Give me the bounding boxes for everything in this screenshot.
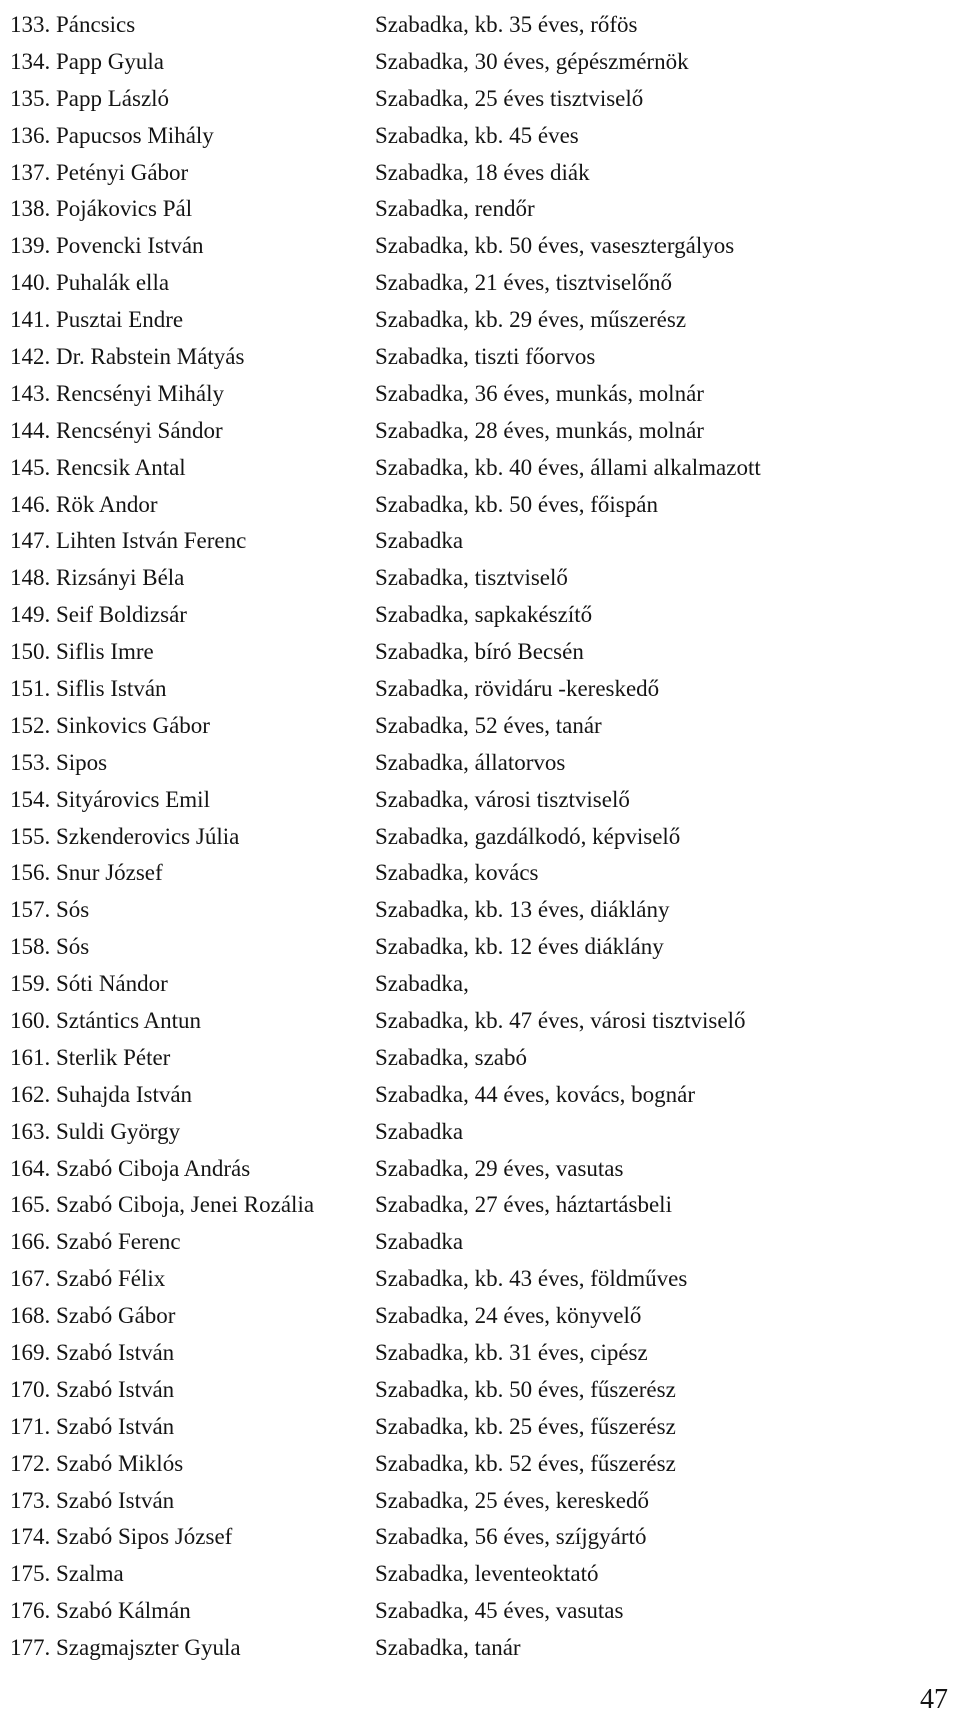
entry-name: 174. Szabó Sipos József bbox=[10, 1524, 233, 1550]
entry-list bbox=[10, 6, 940, 1666]
entry-details: Szabadka, rövidáru -kereskedő bbox=[375, 675, 660, 701]
list-item bbox=[10, 6, 940, 43]
entry-name: 155. Szkenderovics Júlia bbox=[10, 823, 240, 849]
entry-name: 150. Siflis Imre bbox=[10, 639, 154, 665]
list-item bbox=[10, 1482, 940, 1519]
list-item bbox=[10, 449, 940, 486]
entry-details: Szabadka bbox=[375, 528, 464, 554]
entry-name: 135. Papp László bbox=[10, 85, 170, 111]
entry-details: Szabadka bbox=[375, 1118, 464, 1144]
entry-name: 173. Szabó István bbox=[10, 1487, 175, 1513]
entry-name: 157. Sós bbox=[10, 897, 90, 923]
entry-name: 143. Rencsényi Mihály bbox=[10, 380, 224, 406]
entry-details: Szabadka, kb. 35 éves, rőfös bbox=[375, 11, 638, 37]
list-item bbox=[10, 1519, 940, 1556]
entry-name: 147. Lihten István Ferenc bbox=[10, 528, 247, 554]
entry-details: Szabadka, kb. 47 éves, városi tisztviselő bbox=[375, 1007, 746, 1033]
entry-details: Szabadka, 27 éves, háztartásbeli bbox=[375, 1192, 672, 1218]
list-item bbox=[10, 1223, 940, 1260]
entry-name: 164. Szabó Ciboja András bbox=[10, 1155, 251, 1181]
list-item bbox=[10, 190, 940, 227]
entry-details: Szabadka, szabó bbox=[375, 1044, 527, 1070]
list-item bbox=[10, 670, 940, 707]
entry-name: 141. Pusztai Endre bbox=[10, 307, 184, 333]
list-item bbox=[10, 1555, 940, 1592]
entry-name: 170. Szabó István bbox=[10, 1376, 175, 1402]
entry-name: 138. Pojákovics Pál bbox=[10, 196, 193, 222]
entry-details: Szabadka, kb. 52 éves, fűszerész bbox=[375, 1450, 676, 1476]
entry-name: 175. Szalma bbox=[10, 1561, 124, 1587]
entry-details: Szabadka, kb. 29 éves, műszerész bbox=[375, 307, 687, 333]
list-item bbox=[10, 559, 940, 596]
entry-name: 153. Sipos bbox=[10, 749, 108, 775]
list-item bbox=[10, 80, 940, 117]
entry-details: Szabadka, kb. 45 éves bbox=[375, 122, 579, 148]
list-item bbox=[10, 117, 940, 154]
list-item bbox=[10, 522, 940, 559]
list-item bbox=[10, 154, 940, 191]
entry-name: 158. Sós bbox=[10, 934, 90, 960]
list-item bbox=[10, 1334, 940, 1371]
list-item bbox=[10, 818, 940, 855]
list-item bbox=[10, 1297, 940, 1334]
list-item bbox=[10, 596, 940, 633]
list-item bbox=[10, 1002, 940, 1039]
entry-details: Szabadka, 29 éves, vasutas bbox=[375, 1155, 624, 1181]
entry-details: Szabadka, kb. 13 éves, diáklány bbox=[375, 897, 670, 923]
entry-name: 142. Dr. Rabstein Mátyás bbox=[10, 343, 245, 369]
entry-details: Szabadka, kb. 43 éves, földműves bbox=[375, 1266, 688, 1292]
entry-details: Szabadka, 45 éves, vasutas bbox=[375, 1598, 624, 1624]
entry-details: Szabadka, 18 éves diák bbox=[375, 159, 590, 185]
entry-details: Szabadka, 25 éves tisztviselő bbox=[375, 85, 644, 111]
list-item bbox=[10, 928, 940, 965]
entry-details: Szabadka bbox=[375, 1229, 464, 1255]
list-item bbox=[10, 707, 940, 744]
entry-name: 167. Szabó Félix bbox=[10, 1266, 166, 1292]
entry-details: Szabadka, kb. 50 éves, vasesztergályos bbox=[375, 233, 735, 259]
list-item bbox=[10, 1592, 940, 1629]
entry-details: Szabadka, sapkakészítő bbox=[375, 602, 593, 628]
list-item bbox=[10, 264, 940, 301]
list-item bbox=[10, 375, 940, 412]
entry-details: Szabadka, kovács bbox=[375, 860, 539, 886]
entry-name: 166. Szabó Ferenc bbox=[10, 1229, 181, 1255]
list-item bbox=[10, 1039, 940, 1076]
entry-name: 156. Snur József bbox=[10, 860, 163, 886]
entry-name: 162. Suhajda István bbox=[10, 1081, 193, 1107]
entry-details: Szabadka, 44 éves, kovács, bognár bbox=[375, 1081, 695, 1107]
entry-name: 159. Sóti Nándor bbox=[10, 971, 168, 997]
entry-name: 169. Szabó István bbox=[10, 1340, 175, 1365]
list-item bbox=[10, 1113, 940, 1150]
entry-details: Szabadka, 52 éves, tanár bbox=[375, 712, 602, 738]
list-item bbox=[10, 301, 940, 338]
entry-name: 148. Rizsányi Béla bbox=[10, 565, 185, 591]
entry-name: 165. Szabó Ciboja, Jenei Rozália bbox=[10, 1192, 315, 1218]
entry-name: 177. Szagmajszter Gyula bbox=[10, 1635, 241, 1661]
entry-details: Szabadka, kb. 31 éves, cipész bbox=[375, 1340, 648, 1365]
list-item bbox=[10, 43, 940, 80]
entry-details: Szabadka, városi tisztviselő bbox=[375, 786, 630, 812]
entry-name: 176. Szabó Kálmán bbox=[10, 1598, 191, 1624]
list-item bbox=[10, 781, 940, 818]
entry-name: 145. Rencsik Antal bbox=[10, 454, 186, 480]
list-item bbox=[10, 1260, 940, 1297]
entry-name: 149. Seif Boldizsár bbox=[10, 602, 187, 628]
entry-details: Szabadka, tanár bbox=[375, 1635, 521, 1661]
list-item bbox=[10, 1371, 940, 1408]
list-item bbox=[10, 1150, 940, 1187]
entry-details: Szabadka, kb. 50 éves, főispán bbox=[375, 491, 658, 517]
entry-details: Szabadka, 36 éves, munkás, molnár bbox=[375, 380, 704, 406]
entry-details: Szabadka, tisztviselő bbox=[375, 565, 568, 591]
entry-name: 163. Suldi György bbox=[10, 1118, 181, 1144]
entry-details: Szabadka, rendőr bbox=[375, 196, 535, 222]
list-item bbox=[10, 891, 940, 928]
entry-name: 161. Sterlik Péter bbox=[10, 1044, 171, 1070]
list-item bbox=[10, 1076, 940, 1113]
entry-name: 139. Povencki István bbox=[10, 233, 204, 259]
entry-name: 144. Rencsényi Sándor bbox=[10, 417, 223, 443]
entry-details: Szabadka, tiszti főorvos bbox=[375, 343, 596, 369]
entry-details: Szabadka, leventeoktató bbox=[375, 1561, 599, 1587]
entry-details: Szabadka, 30 éves, gépészmérnök bbox=[375, 48, 689, 74]
list-item bbox=[10, 412, 940, 449]
entry-details: Szabadka, állatorvos bbox=[375, 749, 566, 775]
entry-details: Szabadka, kb. 50 éves, fűszerész bbox=[375, 1376, 676, 1402]
list-item bbox=[10, 1187, 940, 1224]
entry-name: 154. Sityárovics Emil bbox=[10, 786, 210, 812]
list-item bbox=[10, 338, 940, 375]
list-item bbox=[10, 854, 940, 891]
entry-name: 152. Sinkovics Gábor bbox=[10, 712, 210, 738]
entry-details: Szabadka, bíró Becsén bbox=[375, 639, 584, 665]
entry-name: 151. Siflis István bbox=[10, 675, 167, 701]
entry-name: 172. Szabó Miklós bbox=[10, 1450, 184, 1476]
entry-name: 160. Sztántics Antun bbox=[10, 1007, 202, 1033]
list-item bbox=[10, 744, 940, 781]
entry-details: Szabadka, 28 éves, munkás, molnár bbox=[375, 417, 704, 443]
entry-name: 137. Petényi Gábor bbox=[10, 159, 189, 185]
list-item bbox=[10, 633, 940, 670]
entry-name: 140. Puhalák ella bbox=[10, 270, 170, 296]
entry-details: Szabadka, 24 éves, könyvelő bbox=[375, 1303, 642, 1329]
list-item bbox=[10, 486, 940, 523]
entry-details: Szabadka, 25 éves, kereskedő bbox=[375, 1487, 649, 1513]
list-item bbox=[10, 227, 940, 264]
entry-name: 146. Rök Andor bbox=[10, 491, 158, 517]
entry-details: Szabadka, 56 éves, szíjgyártó bbox=[375, 1524, 647, 1550]
entry-details: Szabadka, bbox=[375, 971, 469, 997]
entry-details: Szabadka, kb. 25 éves, fűszerész bbox=[375, 1413, 676, 1439]
list-item bbox=[10, 1629, 940, 1666]
list-item bbox=[10, 1445, 940, 1482]
entry-details: Szabadka, 21 éves, tisztviselőnő bbox=[375, 270, 673, 296]
list-item bbox=[10, 965, 940, 1002]
entry-name: 168. Szabó Gábor bbox=[10, 1303, 176, 1329]
entry-name: 136. Papucsos Mihály bbox=[10, 122, 214, 148]
entry-name: 171. Szabó István bbox=[10, 1413, 175, 1439]
entry-details: Szabadka, kb. 12 éves diáklány bbox=[375, 934, 664, 960]
entry-details: Szabadka, gazdálkodó, képviselő bbox=[375, 823, 681, 849]
list-item bbox=[10, 1408, 940, 1445]
entry-name: 133. Páncsics bbox=[10, 11, 136, 37]
entry-details: Szabadka, kb. 40 éves, állami alkalmazott bbox=[375, 454, 761, 480]
entry-name: 134. Papp Gyula bbox=[10, 48, 164, 74]
page-number: 47 bbox=[920, 1684, 948, 1715]
